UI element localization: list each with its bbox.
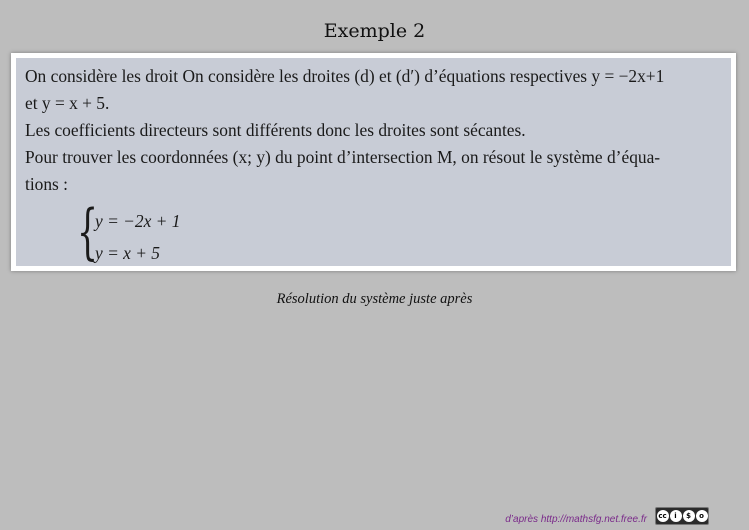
creative-commons-icon: cc i $ o (655, 507, 709, 525)
text-line-1: On considère les droit On considère les droites (d) et (d′) d’équations respectives y = −2x+1 (25, 66, 665, 86)
equation-2: y = x + 5 (95, 243, 160, 263)
text-line-2: et y = x + 5. (25, 93, 110, 113)
text-line-4: Pour trouver les coordonnées (x; y) du point d’intersection M, on résout le système d’équa- (25, 147, 661, 167)
text-line-5: tions : (25, 174, 69, 194)
equation-system (77, 197, 722, 268)
content-box (11, 53, 736, 271)
text-line-3: Les coefficients directeurs sont différents donc les droites sont sécantes. (25, 120, 526, 140)
footer-credit: d’après http://mathsfg.net.free.fr (505, 514, 647, 525)
brace-icon: { (77, 197, 99, 267)
caption: Résolution du système juste après (276, 291, 473, 307)
equation-1: y = −2x + 1 (95, 211, 181, 231)
slide-title: Exemple 2 (323, 20, 426, 42)
